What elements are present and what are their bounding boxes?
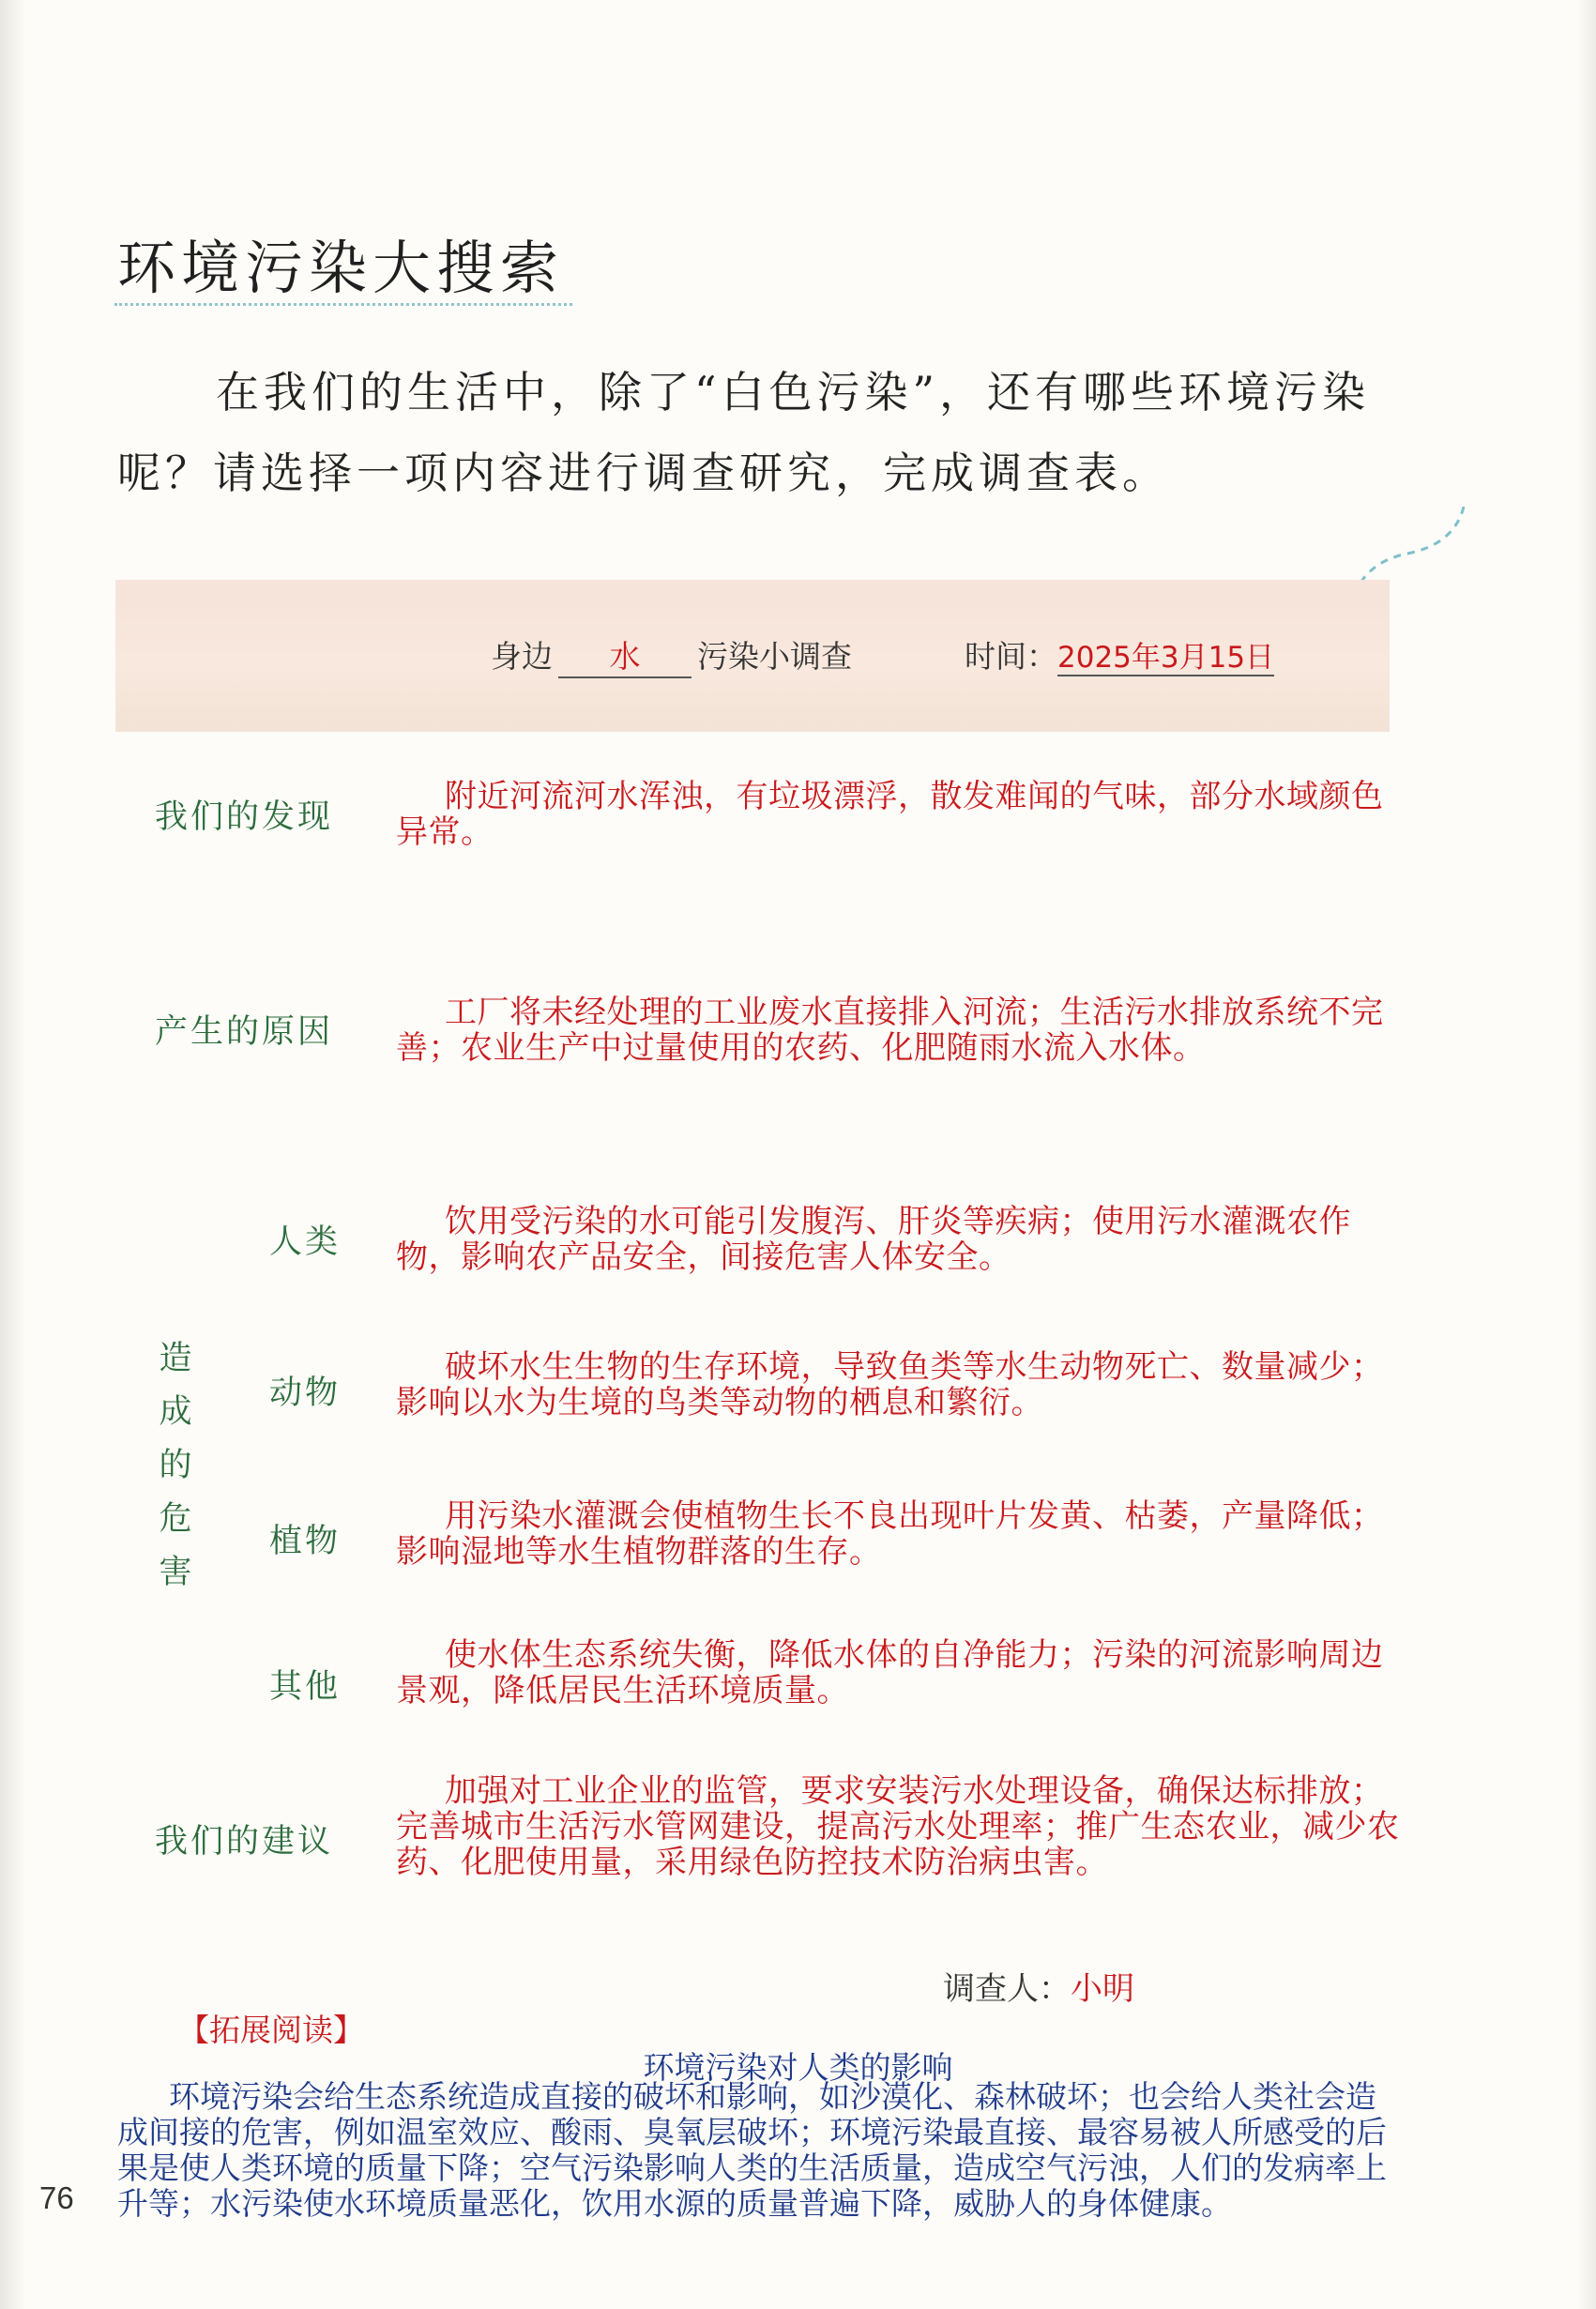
harm-human-answer: 饮用受污染的水可能引发腹泻、肝炎等疾病；使用污水灌溉农作物，影响农产品安全，间接危害人体安全。: [396, 1203, 1351, 1276]
page-gutter-shadow: [0, 0, 26, 2309]
page-edge-shadow: [1577, 0, 1596, 2309]
suggestions-answer: 加强对工业企业的监管，要求安装污水处理设备，确保达标排放；完善城市生活污水管网建设，提高污水处理率；推广生态农业，减少农药、化肥使用量，采用绿色防控技术防治病虫害。: [396, 1772, 1400, 1881]
harms-char: 成: [159, 1393, 192, 1431]
page-title: 环境污染大搜索: [117, 234, 565, 302]
harm-human-label: 人类: [269, 1223, 342, 1261]
time-label: 时间：: [965, 638, 1057, 675]
harms-char: 害: [159, 1554, 192, 1591]
harm-plants-label: 植物: [269, 1523, 342, 1560]
investigator-label: 调查人：: [943, 1970, 1071, 2008]
harms-char: 造: [159, 1340, 192, 1377]
time-value: 2025年3月15日: [1057, 641, 1275, 675]
investigator-line: [943, 1963, 1134, 2009]
extension-title: 环境污染对人类的影响: [643, 2049, 953, 2086]
harms-vertical-label: [155, 1332, 196, 1600]
banner-prefix: 身边: [491, 638, 553, 675]
harm-animals-answer: 破坏水生生物的生存环境，导致鱼类等水生动物死亡、数量减少；影响以水为生境的鸟类等动物的栖息和繁衍。: [396, 1348, 1384, 1421]
page-number: 76: [39, 2180, 74, 2215]
title-underline: [114, 303, 572, 306]
harm-animals-label: 动物: [269, 1375, 342, 1412]
harm-other-answer: 使水体生态系统失衡，降低水体的自净能力；污染的河流影响周边景观，降低居民生活环境质量。: [396, 1636, 1384, 1709]
extension-body: 环境污染会给生态系统造成直接的破坏和影响，如沙漠化、森林破坏；也会给人类社会造成间接的危害，例如温室效应、酸雨、臭氧层破坏；环境污染最直接、最容易被人所感受的后果是使人类环境的质量下降；空气污染影响人类的生活质量，造成空气污浊，人们的发病率上升等；水污染使水环境质量恶化，饮用水源的质量普遍下降，威胁人的身体健康。: [117, 2078, 1387, 2222]
harms-char: 的: [159, 1447, 192, 1484]
extension-label: 【拓展阅读】: [178, 2012, 364, 2048]
pollution-type-blank: 水: [558, 632, 692, 678]
harm-plants-answer: 用污染水灌溉会使植物生长不良出现叶片发黄、枯萎，产量降低；影响湿地等水生植物群落的生存。: [396, 1497, 1384, 1571]
banner-suffix: 污染小调查: [697, 638, 852, 675]
survey-header-banner: [115, 580, 1390, 732]
harms-char: 危: [159, 1500, 192, 1538]
intro-paragraph: 在我们的生活中，除了“白色污染”，还有哪些环境污染呢？请选择一项内容进行调查研究，完成调查表。: [117, 367, 1371, 498]
findings-label: 我们的发现: [155, 798, 334, 836]
findings-answer: 附近河流河水浑浊，有垃圾漂浮，散发难闻的气味，部分水域颜色异常。: [396, 778, 1384, 851]
harm-other-label: 其他: [269, 1668, 342, 1706]
suggestions-label: 我们的建议: [155, 1823, 334, 1861]
survey-header-row: [491, 632, 1274, 678]
investigator-name: 小明: [1071, 1970, 1134, 2008]
causes-answer: 工厂将未经处理的工业废水直接排入河流；生活污水排放系统不完善；农业生产中过量使用的农药、化肥随雨水流入水体。: [396, 994, 1384, 1067]
causes-label: 产生的原因: [155, 1013, 334, 1051]
